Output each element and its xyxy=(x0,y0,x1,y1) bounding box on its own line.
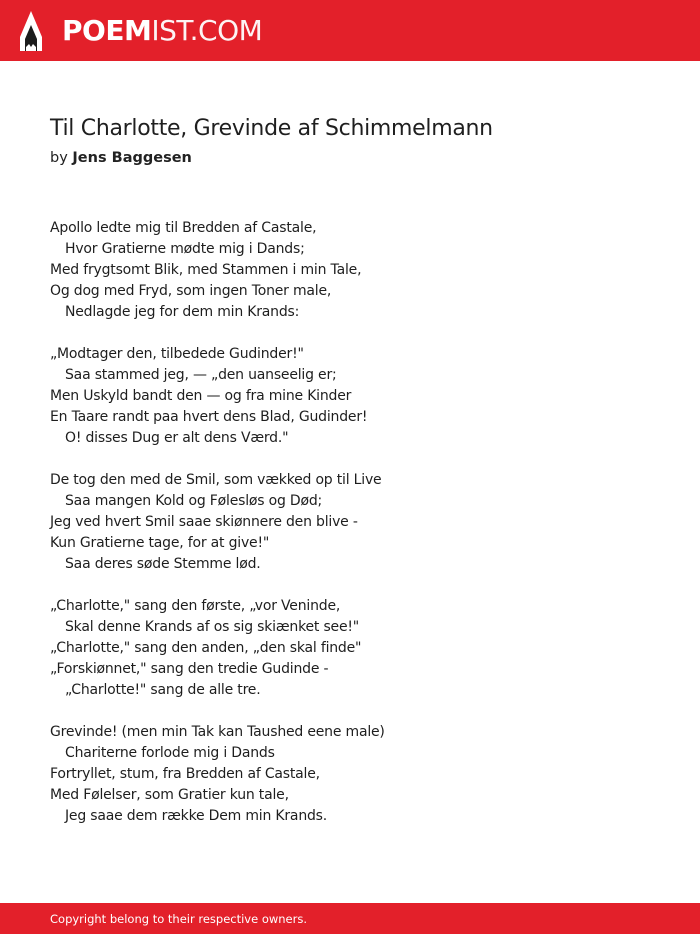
poem-line: Skal denne Krands af os sig skiænket see!" xyxy=(65,619,360,635)
poem-line: Kun Gratierne tage, for at give!" xyxy=(50,535,270,551)
by-label: by xyxy=(50,150,68,166)
poem-line: „Forskiønnet," sang den tredie Gudinde - xyxy=(50,661,329,677)
logo-bold-text: POEM xyxy=(62,14,152,47)
logo-light-text: IST.COM xyxy=(151,14,263,47)
site-logo[interactable] xyxy=(62,14,262,47)
poem-line: Med Følelser, som Gratier kun tale, xyxy=(50,787,289,803)
poem-line: Saa mangen Kold og Følesløs og Død; xyxy=(65,493,323,509)
stanza xyxy=(50,218,650,323)
poem-line: „Charlotte," sang den anden, „den skal finde" xyxy=(50,640,362,656)
poem-line: Saa deres søde Stemme lød. xyxy=(65,556,261,572)
poem-line: Hvor Gratierne mødte mig i Dands; xyxy=(65,241,305,257)
poem-line: Apollo ledte mig til Bredden af Castale, xyxy=(50,220,317,236)
poem-line: „Charlotte!" sang de alle tre. xyxy=(65,682,261,698)
poem-line: Grevinde! (men min Tak kan Taushed eene male) xyxy=(50,724,385,740)
poem-line: O! disses Dug er alt dens Værd." xyxy=(65,430,289,446)
poem-body xyxy=(50,218,650,848)
stanza xyxy=(50,344,650,449)
poem-line: En Taare randt paa hvert dens Blad, Gudinder! xyxy=(50,409,368,425)
poem-title: Til Charlotte, Grevinde af Schimmelmann xyxy=(50,116,493,141)
stanza xyxy=(50,596,650,701)
poem-line: „Charlotte," sang den første, „vor Veninde, xyxy=(50,598,341,614)
poem-line: Fortryllet, stum, fra Bredden af Castale, xyxy=(50,766,320,782)
poem-line: Saa stammed jeg, — „den uanseelig er; xyxy=(65,367,337,383)
poem-line: Og dog med Fryd, som ingen Toner male, xyxy=(50,283,332,299)
poem-line: De tog den med de Smil, som vækked op til Live xyxy=(50,472,382,488)
header-bar xyxy=(0,0,700,61)
poem-line: Men Uskyld bandt den — og fra mine Kinder xyxy=(50,388,352,404)
poem-line: Med frygtsomt Blik, med Stammen i min Tale, xyxy=(50,262,362,278)
pencil-tip-icon[interactable] xyxy=(20,11,42,51)
poem-line: Nedlagde jeg for dem min Krands: xyxy=(65,304,300,320)
poem-line: Jeg ved hvert Smil saae skiønnere den blive - xyxy=(50,514,358,530)
stanza xyxy=(50,722,650,827)
author-name: Jens Baggesen xyxy=(72,150,192,166)
copyright-text: Copyright belong to their respective owners. xyxy=(50,911,308,926)
stanza xyxy=(50,470,650,575)
footer-bar xyxy=(0,903,700,934)
byline xyxy=(50,150,192,166)
poem-line: Jeg saae dem række Dem min Krands. xyxy=(65,808,328,824)
poem-line: „Modtager den, tilbedede Gudinder!" xyxy=(50,346,304,362)
poem-line: Chariterne forlode mig i Dands xyxy=(65,745,275,761)
